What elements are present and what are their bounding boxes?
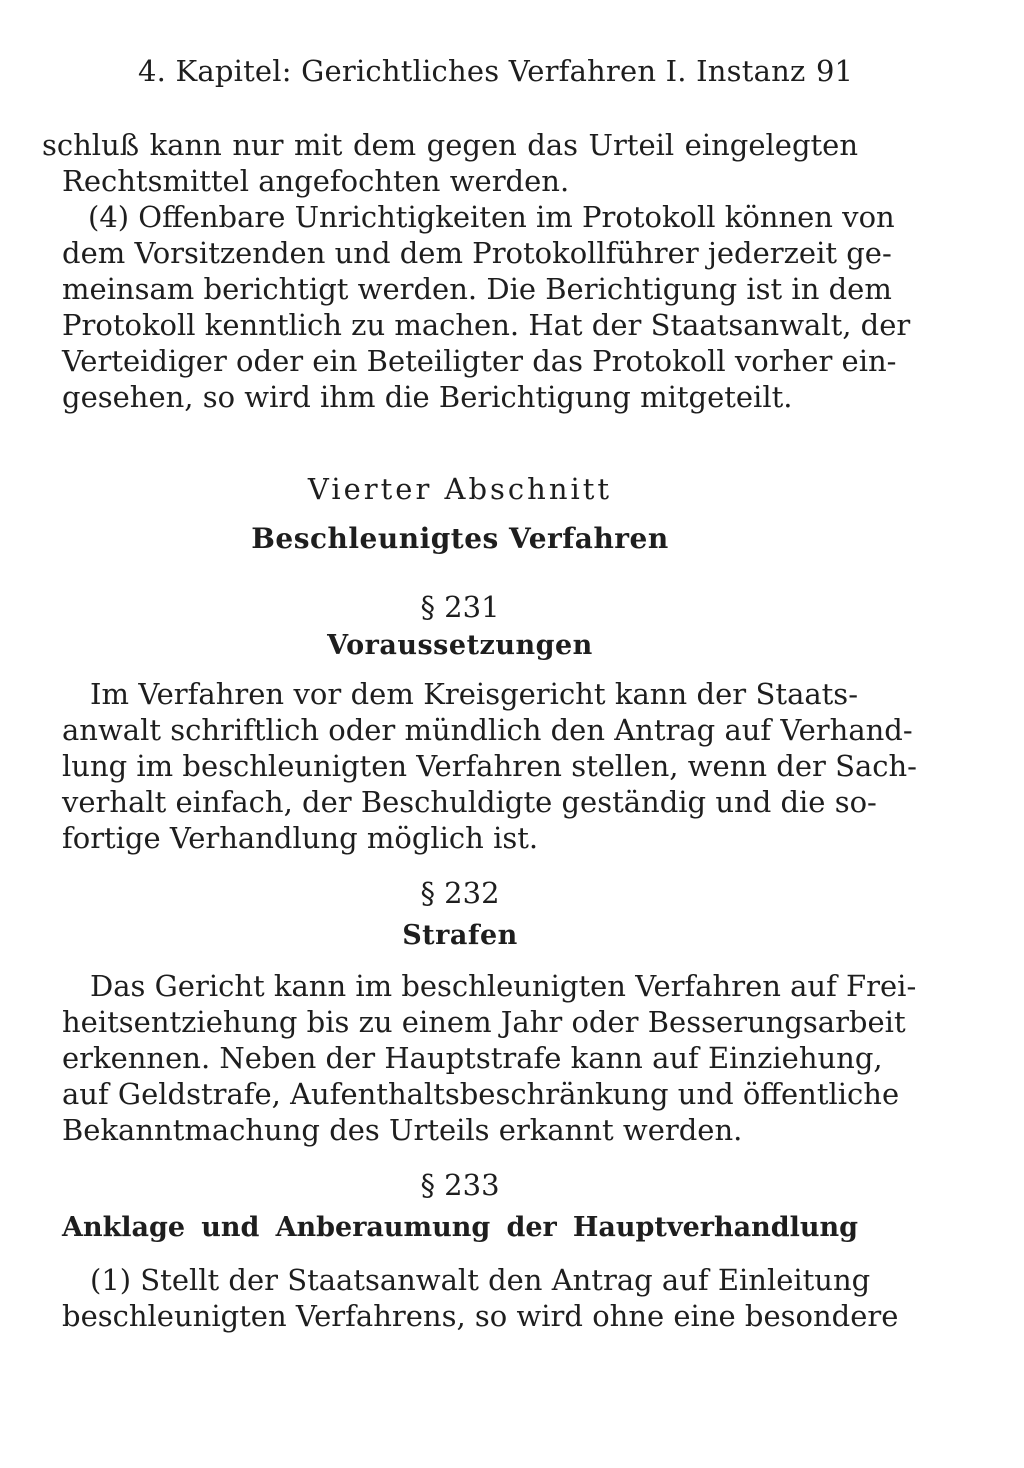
section-title: Strafen [402, 920, 518, 951]
section-title: Anklage und Anberaumung der Hauptverhandlung [62, 1212, 858, 1243]
text-line: dem Vorsitzenden und dem Protokollführer jederzeit ge- [62, 236, 892, 270]
text-line: Verteidiger oder ein Beteiligter das Protokoll vorher ein- [62, 344, 897, 378]
running-head: 4. Kapitel: Gerichtliches Verfahren I. Instanz [138, 54, 806, 88]
text-line: (1) Stellt der Staatsanwalt den Antrag auf Einleitung [90, 1263, 871, 1297]
section-number: § 232 [420, 876, 500, 910]
text-line: fortige Verhandlung möglich ist. [62, 821, 539, 855]
text-line: erkennen. Neben der Hauptstrafe kann auf Einziehung, [62, 1041, 883, 1075]
section-number: § 231 [420, 590, 500, 624]
page-header [0, 54, 1024, 94]
chapter-label: Vierter Abschnitt [307, 472, 613, 506]
text-line: (4) Offenbare Unrichtigkeiten im Protokoll können von [88, 200, 895, 234]
text-line: schluß kann nur mit dem gegen das Urteil eingelegten [42, 128, 858, 162]
section-title: Voraussetzungen [327, 630, 593, 661]
text-line: Im Verfahren vor dem Kreisgericht kann der Staats- [90, 677, 858, 711]
text-line: Das Gericht kann im beschleunigten Verfahren auf Frei- [90, 969, 917, 1003]
text-line: Rechtsmittel angefochten werden. [62, 164, 570, 198]
page-number: 91 [816, 54, 853, 88]
text-line: verhalt einfach, der Beschuldigte geständig und die so- [62, 785, 877, 819]
text-line: beschleunigten Verfahrens, so wird ohne eine besondere [62, 1299, 899, 1333]
text-line: Protokoll kenntlich zu machen. Hat der Staatsanwalt, der [62, 308, 911, 342]
section-number: § 233 [420, 1168, 500, 1202]
text-line: gesehen, so wird ihm die Berichtigung mitgeteilt. [62, 380, 793, 414]
chapter-title: Beschleunigtes Verfahren [251, 522, 669, 555]
text-line: Bekanntmachung des Urteils erkannt werden. [62, 1113, 743, 1147]
text-line: meinsam berichtigt werden. Die Berichtigung ist in dem [62, 272, 892, 306]
text-line: lung im beschleunigten Verfahren stellen, wenn der Sach- [62, 749, 917, 783]
text-line: heitsentziehung bis zu einem Jahr oder Besserungsarbeit [62, 1005, 906, 1039]
text-line: anwalt schriftlich oder mündlich den Antrag auf Verhand- [62, 713, 913, 747]
text-line: auf Geldstrafe, Aufenthaltsbeschränkung und öffentliche [62, 1077, 900, 1111]
